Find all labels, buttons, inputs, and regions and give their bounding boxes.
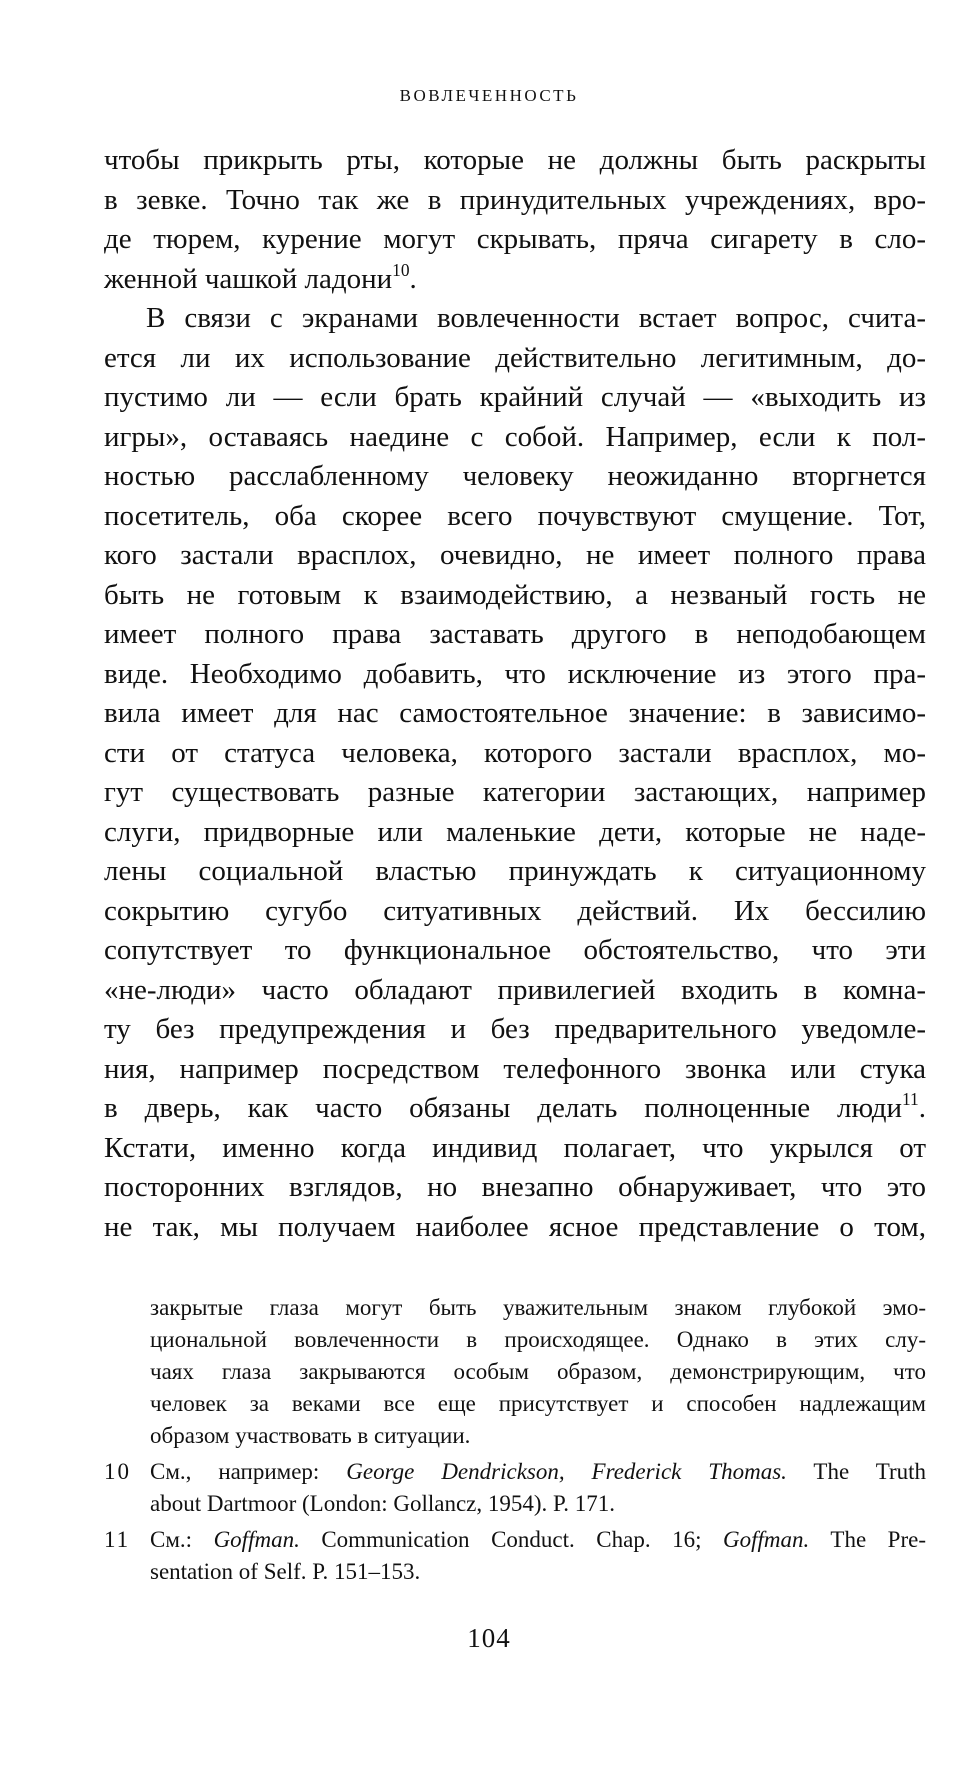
footnote-line: циональной вовлеченности в происходящее. Однако в этих слу- <box>150 1327 926 1352</box>
body-line: чтобы прикрыть рты, которые не должны быть раскрыты <box>104 144 926 176</box>
body-line: вила имеет для нас самостоятельное значение: в зависимо- <box>104 697 926 729</box>
body-line: сокрытию сугубо ситуативных действий. Их бессилию <box>104 894 926 927</box>
main-text <box>104 141 926 1247</box>
footnote-line: образом участвовать в ситуации. <box>150 1423 471 1448</box>
body-line: посторонних взглядов, но внезапно обнаруживает, что это <box>104 1171 926 1203</box>
body-line: в зевке. Точно так же в принудительных учреждениях, вро- <box>104 183 926 216</box>
body-line: пустимо ли — если брать крайний случай — «выходить из <box>104 381 926 413</box>
body-line: лены социальной властью принуждать к ситуационному <box>104 855 926 887</box>
footnote-11 <box>104 1524 926 1588</box>
body-line: слуги, придворные или маленькие дети, которые не наде- <box>104 815 926 848</box>
footnote-ref-11[interactable]: 11 <box>902 1088 919 1109</box>
footnote-line: чаях глаза закрываются особым образом, демонстрирующим, что <box>150 1359 926 1384</box>
body-line-text: в дверь, как часто обязаны делать полноценные люди <box>104 1092 902 1124</box>
footnote-number: 11 <box>104 1527 131 1552</box>
footnote-authors: George Dendrickson, Frederick Thomas. <box>346 1459 787 1484</box>
body-line-punct: . <box>409 262 417 295</box>
footnote-ref-10[interactable]: 10 <box>392 259 410 280</box>
body-line: Кстати, именно когда индивид полагает, что укрылся от <box>104 1131 926 1164</box>
body-line: виде. Необходимо добавить, что исключение из этого пра- <box>104 657 926 690</box>
body-line: посетитель, оба скорее всего почувствуют смущение. Тот, <box>104 499 926 532</box>
body-line-text: женной чашкой ладони <box>104 262 393 295</box>
body-line: де тюрем, курение могут скрывать, пряча сигарету в сло- <box>104 223 926 255</box>
body-line-punct: . <box>918 1092 926 1124</box>
body-line: ния, например посредством телефонного звонка или стука <box>104 1052 926 1085</box>
body-line: кого застали врасплох, очевидно, не имеет полного права <box>104 539 926 571</box>
footnote-text: См., например: <box>150 1459 347 1484</box>
body-line: сти от статуса человека, которого застали врасплох, мо- <box>104 736 926 769</box>
footnote-line: закрытые глаза могут быть уважительным знаком глубокой эмо- <box>150 1295 926 1320</box>
footnote-text: Communication Conduct. Chap. 16; <box>299 1527 724 1552</box>
footnotes-section <box>104 1292 926 1588</box>
body-line: «не-люди» часто обладают привилегией входить в комна- <box>104 973 926 1006</box>
body-line: ется ли их использование действительно легитимным, до- <box>104 341 926 374</box>
body-line: гут существовать разные категории застающих, например <box>104 776 926 808</box>
footnote-continuation <box>104 1292 926 1452</box>
footnote-line <box>150 1456 926 1488</box>
body-line: ту без предупреждения и без предварительного уведомле- <box>104 1013 926 1045</box>
page-number: 104 <box>467 1623 511 1653</box>
body-line <box>104 1089 926 1129</box>
body-line: не так, мы получаем наиболее ясное представление о том, <box>104 1210 926 1243</box>
footnote-author: Goffman. <box>723 1527 810 1552</box>
body-line: сопутствует то функциональное обстоятельство, что эти <box>104 934 926 966</box>
footnote-line: about Dartmoor (London: Gollancz, 1954). P. 171. <box>150 1491 616 1516</box>
footnote-10 <box>104 1456 926 1520</box>
footnote-author: Goffman. <box>213 1527 300 1552</box>
footnote-line <box>150 1524 926 1556</box>
body-line: быть не готовым к взаимодействию, а незваный гость не <box>104 578 926 611</box>
body-line <box>104 260 926 300</box>
footnote-text: См.: <box>150 1527 214 1552</box>
footnote-line: человек за веками все еще присутствует и способен надлежащим <box>150 1391 926 1416</box>
body-line: В связи с экранами вовлеченности встает вопрос, счита- <box>146 302 926 334</box>
body-line: игры», оставаясь наедине с собой. Например, если к пол- <box>104 420 926 453</box>
running-header: ВОВЛЕЧЕННОСТЬ <box>399 86 579 105</box>
footnote-text: The Pre- <box>809 1527 926 1552</box>
body-line: ностью расслабленному человеку неожиданно вторгнется <box>104 460 926 492</box>
footnote-text: The Truth <box>786 1459 926 1484</box>
footnote-number: 10 <box>104 1459 131 1484</box>
footnote-line: sentation of Self. P. 151–153. <box>150 1559 421 1584</box>
body-line: имеет полного права заставать другого в неподобающем <box>104 618 926 650</box>
